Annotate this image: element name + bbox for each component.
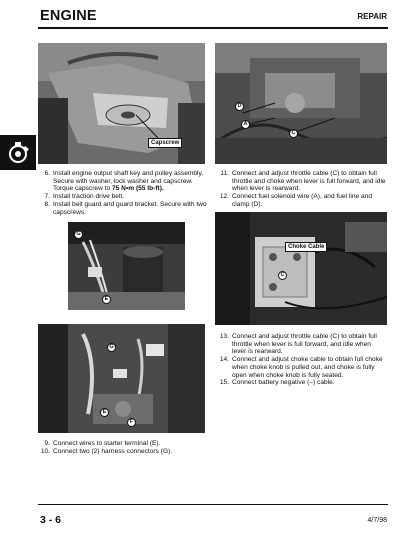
photo-fuel-solenoid <box>215 43 387 164</box>
section-label: REPAIR <box>357 12 387 21</box>
step-item: 8. Install belt guard and guard bracket. Secure with two capscrews. <box>44 200 207 216</box>
capscrew-label: Capscrew <box>148 138 182 148</box>
steps-6-8 <box>40 170 208 216</box>
step-item: 10. Connect two (2) harness connectors (G). <box>40 447 173 455</box>
choke-cable-label: Choke Cable <box>285 242 327 252</box>
step-item: 9. Connect wires to starter terminal (E). <box>44 440 161 447</box>
header-rule <box>38 27 388 29</box>
steps-9-10 <box>36 440 208 455</box>
steps-13-15 <box>215 333 387 387</box>
callout-a: A <box>241 120 250 129</box>
revision-date: 4/7/98 <box>367 517 387 524</box>
step-item: 6. Install engine output shaft key and pulley assembly. Secure with washer, lock washer and capscrew. Torque capscrew to 75 N•m (55 lb-ft). <box>44 170 204 193</box>
photo-starter-terminal <box>38 324 205 433</box>
section-tab <box>0 135 36 170</box>
engine-section-icon <box>4 139 32 167</box>
callout-d: D <box>235 102 244 111</box>
step-item: 15. Connect battery negative (–) cable. <box>219 379 335 387</box>
step-item: 11. Connect and adjust throttle cable (C) to obtain full throttle and choke when lever is full forward, and idle when lever is rearward. <box>220 170 386 193</box>
page-title: ENGINE <box>40 8 97 24</box>
photo-pulley-assembly <box>38 43 205 164</box>
steps-11-12 <box>215 170 387 209</box>
step-item: 12. Connect fuel solenoid wire (A), and fuel line and clamp (D). <box>219 193 373 208</box>
callout-g: G <box>107 343 116 352</box>
callout-c: C <box>278 271 287 280</box>
callout-f: F <box>127 418 136 427</box>
callout-g: G <box>74 230 83 239</box>
page-number: 3 - 6 <box>40 514 62 526</box>
step-item: 13. Connect and adjust throttle cable (C) to obtain full throttle when lever is full forward, and idle when lever is rearward. <box>219 333 377 356</box>
photo-harness-connectors <box>68 222 185 310</box>
footer-rule <box>38 504 388 505</box>
callout-e: E <box>100 408 109 417</box>
step-item: 14. Connect and adjust choke cable to obtain full choke when choke knob is pulled out, and choke is fully open when choke knob is fully seated. <box>219 356 383 379</box>
callout-c: C <box>289 129 298 138</box>
photo-choke-cable <box>215 212 387 325</box>
step-item: 7. Install traction drive belt. <box>44 193 125 201</box>
callout-e: E <box>102 295 111 304</box>
